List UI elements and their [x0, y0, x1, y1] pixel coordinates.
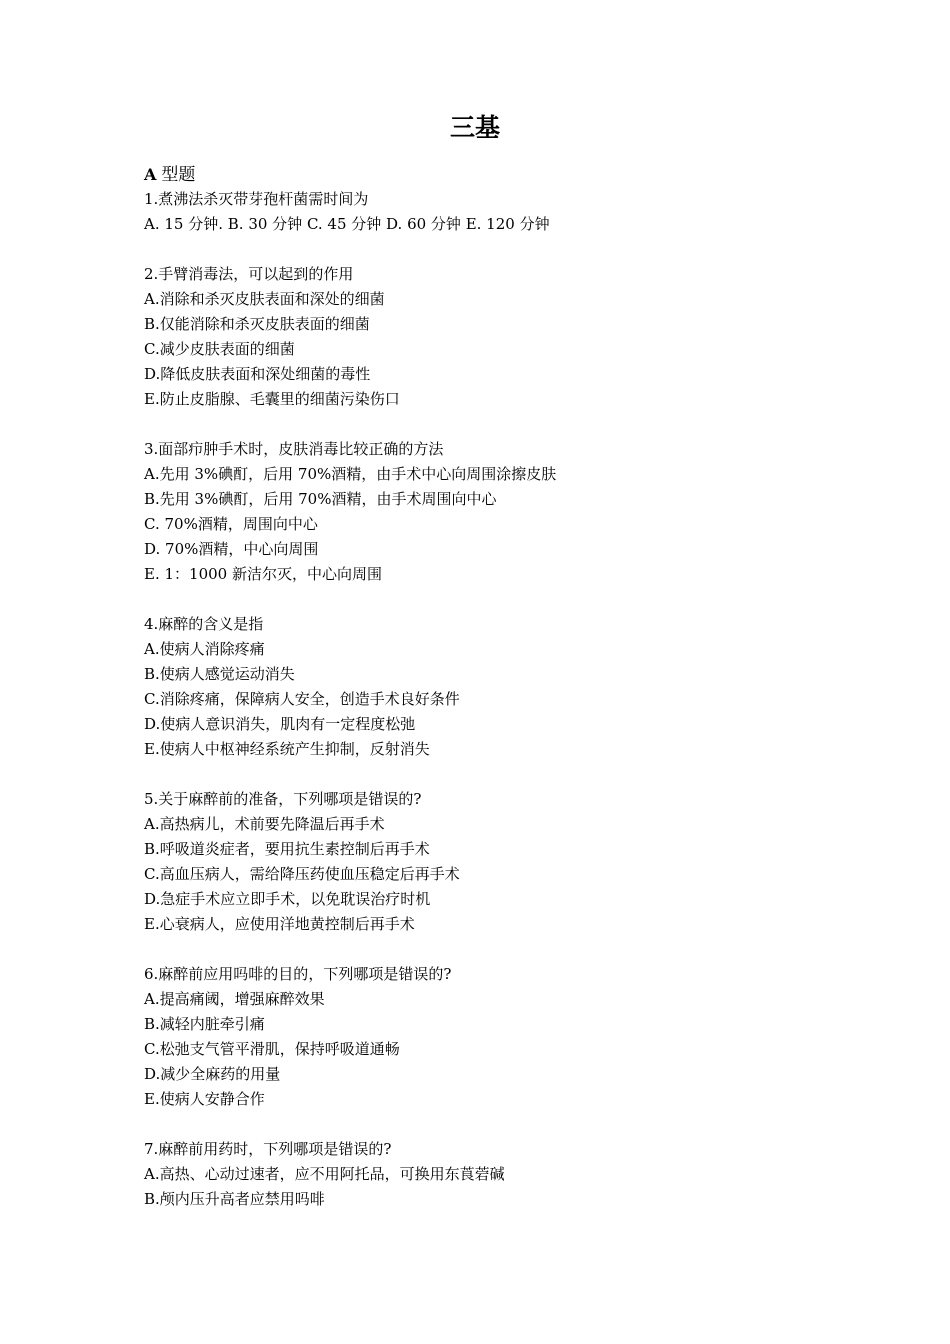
answer-option: C.高血压病人，需给降压药使血压稳定后再手术	[144, 865, 460, 883]
document-title: 三基	[449, 113, 500, 142]
answer-option: B.呼吸道炎症者，要用抗生素控制后再手术	[144, 840, 430, 858]
answer-option: E.使病人安静合作	[144, 1090, 265, 1108]
answer-option: D.使病人意识消失，肌肉有一定程度松弛	[144, 715, 416, 733]
document-body	[144, 162, 844, 1237]
answer-option: C.减少皮肤表面的细菌	[144, 340, 295, 358]
answer-option: C. 70%酒精，周围向中心	[144, 515, 318, 533]
question-stem: 2.手臂消毒法，可以起到的作用	[144, 265, 354, 283]
question-item	[144, 262, 844, 412]
answer-option: A.提高痛阈，增强麻醉效果	[144, 990, 325, 1008]
answer-option: A.高热、心动过速者，应不用阿托品，可换用东莨菪碱	[144, 1165, 505, 1183]
question-stem: 3.面部疖肿手术时，皮肤消毒比较正确的方法	[144, 440, 444, 458]
answer-option: B.减轻内脏牵引痛	[144, 1015, 265, 1033]
section-heading	[144, 162, 844, 187]
answer-option: C.消除疼痛，保障病人安全，创造手术良好条件	[144, 690, 460, 708]
answer-option: E. 1：1000 新洁尔灭，中心向周围	[144, 565, 382, 583]
answer-option: D.减少全麻药的用量	[144, 1065, 281, 1083]
answer-option: E.心衰病人，应使用洋地黄控制后再手术	[144, 915, 415, 933]
answer-option: A.消除和杀灭皮肤表面和深处的细菌	[144, 290, 385, 308]
answer-option: C.松弛支气管平滑肌，保持呼吸道通畅	[144, 1040, 400, 1058]
question-stem: 4.麻醉的含义是指	[144, 615, 264, 633]
answer-option: B.仅能消除和杀灭皮肤表面的细菌	[144, 315, 370, 333]
question-item	[144, 962, 844, 1112]
answer-option: B.颅内压升高者应禁用吗啡	[144, 1190, 325, 1208]
question-stem: 7.麻醉前用药时，下列哪项是错误的?	[144, 1140, 392, 1158]
question-stem: 6.麻醉前应用吗啡的目的，下列哪项是错误的?	[144, 965, 452, 983]
answer-option: B.使病人感觉运动消失	[144, 665, 295, 683]
answer-option: D. 70%酒精，中心向周围	[144, 540, 319, 558]
answer-option: A.使病人消除疼痛	[144, 640, 265, 658]
section-letter: A	[144, 165, 157, 184]
answer-option: D.急症手术应立即手术，以免耽误治疗时机	[144, 890, 431, 908]
question-list	[144, 187, 844, 1212]
question-item	[144, 437, 844, 587]
answer-option: B.先用 3%碘酊，后用 70%酒精，由手术周围向中心	[144, 490, 497, 508]
section-label: 型题	[161, 165, 196, 185]
answer-option: A. 15 分钟. B. 30 分钟 C. 45 分钟 D. 60 分钟 E. 120 分钟	[144, 215, 550, 233]
question-item	[144, 612, 844, 762]
question-stem: 1.煮沸法杀灭带芽孢杆菌需时间为	[144, 190, 369, 208]
answer-option: E.防止皮脂腺、毛囊里的细菌污染伤口	[144, 390, 400, 408]
answer-option: A.先用 3%碘酊，后用 70%酒精，由手术中心向周围涂擦皮肤	[144, 465, 557, 483]
question-item	[144, 787, 844, 937]
answer-option: A.高热病儿，术前要先降温后再手术	[144, 815, 385, 833]
answer-option: E.使病人中枢神经系统产生抑制，反射消失	[144, 740, 430, 758]
answer-option: D.降低皮肤表面和深处细菌的毒性	[144, 365, 371, 383]
question-item	[144, 187, 844, 237]
question-item	[144, 1137, 844, 1212]
question-stem: 5.关于麻醉前的准备，下列哪项是错误的?	[144, 790, 422, 808]
